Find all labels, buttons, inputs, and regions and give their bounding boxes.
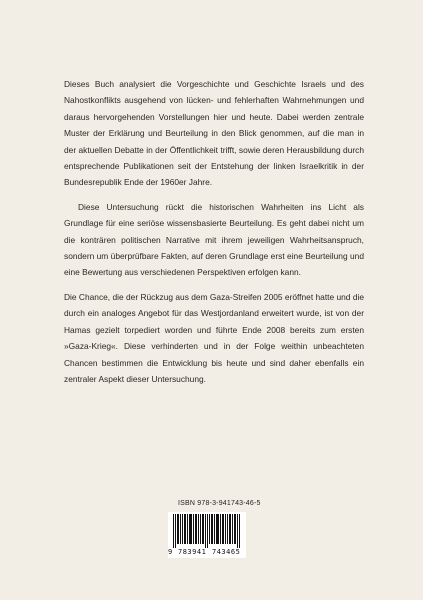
- barcode-digit-lead: 9: [168, 548, 173, 556]
- isbn-label: ISBN 978-3-941743-46-5: [178, 500, 261, 507]
- barcode-icon: [173, 514, 243, 548]
- barcode-digits-group2: 743465: [212, 548, 241, 556]
- blurb-paragraph-2: Diese Untersuchung rückt die historischen Wahrheiten ins Licht als Grundlage für eine seriöse wissensbasierte Beurteilung. Es geht dabei nicht um die konträren politischen Narrative mit ihrem jeweiligen Wahrheitsanspruch, sondern um überprüfbare Fakten, auf deren Grundlage erst eine Beurteilung und eine Bewertung aus verschiedenen Perspektiven erfolgen kann.: [64, 201, 364, 278]
- blurb-paragraph-3: Die Chance, die der Rückzug aus dem Gaza-Streifen 2005 eröffnet hatte und die durch ein analoges Angebot für das Westjordanland erweitert wurde, ist von der Hamas gezielt torpediert worden und führte Ende 2008 bereits zum ersten »Gaza-Krieg«. Diese verhinderten und in der Folge weithin unbeachteten Chancen bestimmen die Entwicklung bis heute und sind daher ebenfalls ein zentraler Aspekt dieser Untersuchung.: [64, 291, 364, 384]
- blurb-text: [64, 76, 364, 395]
- barcode-digits-group1: 783941: [178, 548, 207, 556]
- blurb-paragraph-1: Dieses Buch analysiert die Vorgeschichte und Geschichte Israels und des Nahostkonflikts ausgehend von lücken- und fehlerhaften Wahrnehmungen und daraus hervorgehenden Vorstellungen hier und heute. Dabei werden zentrale Muster der Erklärung und Beurteilung in den Blick genommen, auf die man in der aktuellen Debatte in der Öffentlichkeit trifft, sowie deren Herausbildung durch entsprechende Publikationen seit der Entstehung der linken Israelkritik in der Bundesrepublik Ende der 1960er Jahre.: [64, 79, 364, 188]
